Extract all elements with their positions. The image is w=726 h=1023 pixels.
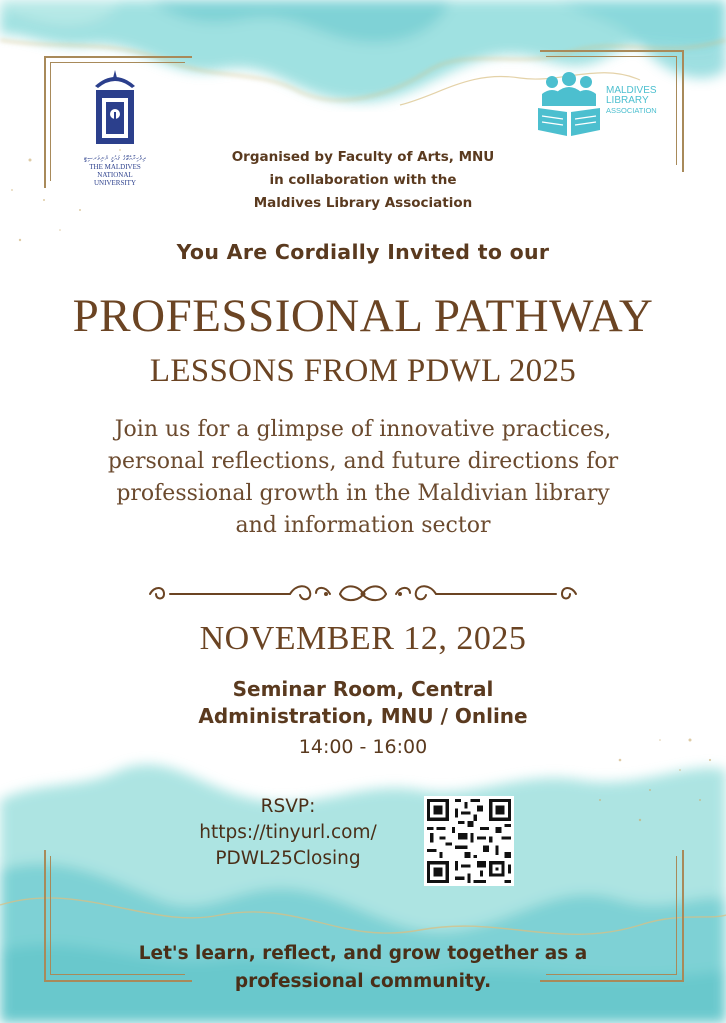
event-description <box>50 414 676 542</box>
mnu-script-name: ދިވެހިރާއްޖޭގެ ޤައުމީ ޔުނިވަރސިޓީ <box>83 155 147 162</box>
venue-line-1: Seminar Room, Central <box>232 677 494 701</box>
description-line-3: professional growth in the Maldivian library <box>116 481 610 506</box>
venue-line-2: Administration, MNU / Online <box>198 704 528 728</box>
mla-wordmark <box>606 86 657 116</box>
mla-book-people-icon <box>536 72 602 138</box>
mnu-emblem-icon <box>90 68 140 148</box>
rsvp-block <box>168 794 408 872</box>
closing-line-1: Let's learn, reflect, and grow together as a <box>138 943 588 964</box>
mnu-english-name: THE MALDIVES NATIONAL UNIVERSITY <box>89 163 141 187</box>
rsvp-label: RSVP: <box>260 796 316 817</box>
description-line-2: personal reflections, and future directions for <box>107 449 619 474</box>
mla-line-1: MALDIVES <box>606 85 657 96</box>
event-subtitle: LESSONS FROM PDWL 2025 <box>149 353 577 389</box>
organiser-line-2: in collaboration with the <box>269 172 457 188</box>
mnu-logo <box>60 68 170 187</box>
event-venue <box>120 676 606 730</box>
organiser-text <box>160 146 566 215</box>
ornamental-divider <box>140 578 586 608</box>
closing-message <box>80 940 646 996</box>
event-title: PROFESSIONAL PATHWAY <box>72 290 654 342</box>
organiser-line-3: Maldives Library Association <box>253 195 473 211</box>
rsvp-link-line-2[interactable]: PDWL25Closing <box>215 848 361 869</box>
mla-line-2: LIBRARY <box>606 95 649 106</box>
closing-line-2: professional community. <box>234 971 492 992</box>
event-time: 14:00 - 16:00 <box>298 736 428 758</box>
organiser-line-1: Organised by Faculty of Arts, MNU <box>231 149 495 165</box>
mla-logo <box>536 72 666 142</box>
event-date: NOVEMBER 12, 2025 <box>199 620 527 657</box>
rsvp-link-line-1[interactable]: https://tinyurl.com/ <box>199 822 377 843</box>
invitation-heading: You Are Cordially Invited to our <box>176 240 550 264</box>
description-line-1: Join us for a glimpse of innovative practices, <box>114 417 612 442</box>
qr-code-icon[interactable] <box>424 796 514 886</box>
description-line-4: and information sector <box>235 513 491 538</box>
mla-line-3: ASSOCIATION <box>606 106 657 115</box>
